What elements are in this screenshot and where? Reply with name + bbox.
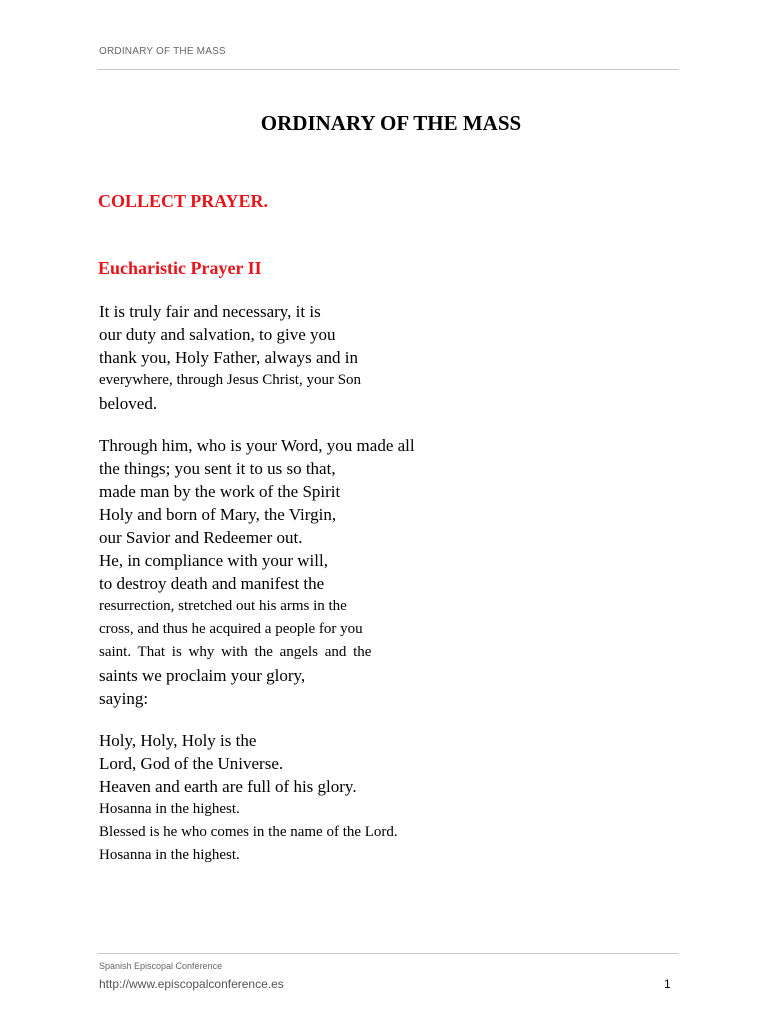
prayer-stanza-sanctus [99, 729, 398, 867]
stanza-line: resurrection, stretched out his arms in the [99, 598, 347, 614]
stanza-line: saints we proclaim your glory, [99, 666, 306, 685]
stanza-line: thank you, Holy Father, always and in [99, 348, 358, 367]
stanza-line: Holy and born of Mary, the Virgin, [99, 505, 337, 524]
prayer-stanza-body [99, 434, 415, 710]
stanza-line: Lord, God of the Universe. [99, 754, 284, 773]
stanza-line: Blessed is he who comes in the name of the Lord. [99, 824, 398, 840]
stanza-line: to destroy death and manifest the [99, 574, 325, 593]
stanza-line: Hosanna in the highest. [99, 847, 240, 863]
stanza-line: made man by the work of the Spirit [99, 482, 341, 501]
section-heading-eucharistic-prayer: Eucharistic Prayer II [98, 258, 262, 278]
footer-url-link[interactable]: http://www.episcopalconference.es [99, 977, 284, 991]
stanza-line: It is truly fair and necessary, it is [99, 302, 321, 321]
stanza-line: our Savior and Redeemer out. [99, 528, 303, 547]
stanza-line: Hosanna in the highest. [99, 801, 240, 817]
stanza-line: saying: [99, 689, 149, 708]
stanza-line: He, in compliance with your will, [99, 551, 328, 570]
stanza-line: the things; you sent it to us so that, [99, 459, 336, 478]
stanza-line: Through him, who is your Word, you made all [99, 436, 415, 455]
header-divider [97, 69, 679, 70]
stanza-line: saint. That is why with the angels and the [99, 644, 372, 660]
stanza-line: beloved. [99, 394, 158, 413]
running-header: ORDINARY OF THE MASS [99, 46, 226, 57]
section-heading-collect-prayer: COLLECT PRAYER. [98, 191, 269, 211]
stanza-line: Heaven and earth are full of his glory. [99, 777, 357, 796]
stanza-line: our duty and salvation, to give you [99, 325, 336, 344]
prayer-stanza-preface [99, 300, 361, 415]
stanza-line: everywhere, through Jesus Christ, your Son [99, 372, 362, 388]
footer-organization: Spanish Episcopal Conference [99, 961, 223, 971]
stanza-line: Holy, Holy, Holy is the [99, 731, 257, 750]
footer-divider [97, 953, 679, 954]
document-title: ORDINARY OF THE MASS [260, 111, 522, 135]
page-number: 1 [664, 977, 671, 991]
stanza-line: cross, and thus he acquired a people for you [99, 621, 363, 637]
